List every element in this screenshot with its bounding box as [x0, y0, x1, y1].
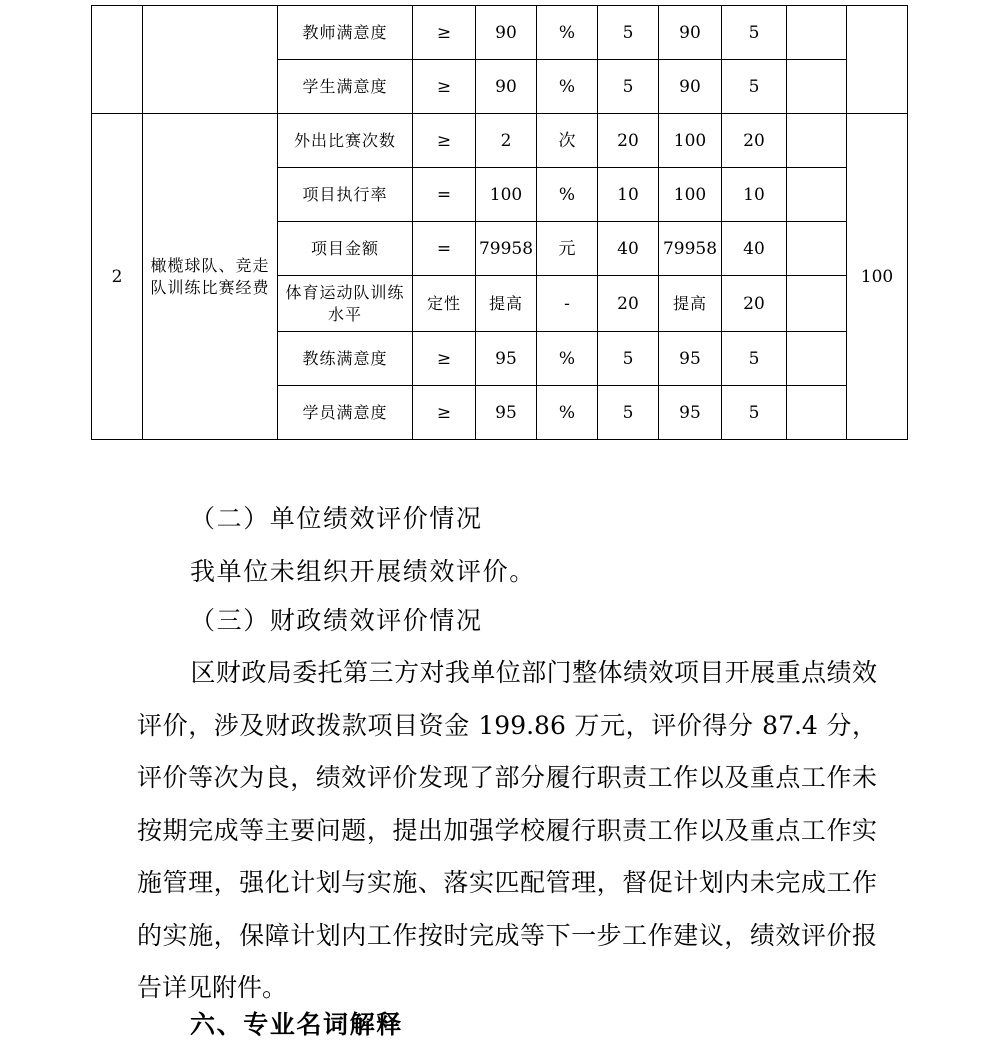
actual-cell: 95 — [659, 386, 722, 440]
actual-cell: 90 — [659, 6, 722, 60]
actual-cell: 提高 — [659, 276, 722, 332]
project-name-cell — [143, 6, 278, 114]
weight-cell: 20 — [598, 276, 659, 332]
indicator-cell: 学员满意度 — [278, 386, 413, 440]
target-cell: 2 — [476, 114, 537, 168]
weight-cell: 10 — [598, 168, 659, 222]
project-name-cell: 橄榄球队、竞走队训练比赛经费 — [143, 114, 278, 440]
section-text-unit-evaluation: 我单位未组织开展绩效评价。 — [190, 557, 536, 586]
target-cell: 95 — [476, 386, 537, 440]
table-row — [92, 6, 908, 60]
weight-cell: 5 — [598, 60, 659, 114]
indicator-cell: 学生满意度 — [278, 60, 413, 114]
weight-cell: 5 — [598, 6, 659, 60]
score-cell: 40 — [722, 222, 787, 276]
operator-cell: = — [413, 168, 476, 222]
indicator-cell: 教师满意度 — [278, 6, 413, 60]
actual-cell: 100 — [659, 114, 722, 168]
operator-cell: ≥ — [413, 60, 476, 114]
section-heading-unit-evaluation: （二）单位绩效评价情况 — [190, 504, 483, 533]
table-row — [92, 114, 908, 168]
seq-cell — [92, 6, 143, 114]
section-heading-finance-evaluation: （三）财政绩效评价情况 — [190, 606, 483, 635]
score-cell: 5 — [722, 6, 787, 60]
target-cell: 95 — [476, 332, 537, 386]
empty-cell — [787, 222, 847, 276]
unit-cell: 次 — [537, 114, 598, 168]
unit-cell: % — [537, 386, 598, 440]
section-text-finance-evaluation — [137, 647, 877, 1015]
indicator-cell: 教练满意度 — [278, 332, 413, 386]
unit-cell: 元 — [537, 222, 598, 276]
operator-cell: = — [413, 222, 476, 276]
actual-cell: 79958 — [659, 222, 722, 276]
unit-cell: % — [537, 6, 598, 60]
target-cell: 90 — [476, 60, 537, 114]
score-cell: 5 — [722, 60, 787, 114]
unit-cell: % — [537, 332, 598, 386]
score-cell: 5 — [722, 386, 787, 440]
seq-cell: 2 — [92, 114, 143, 440]
target-cell: 提高 — [476, 276, 537, 332]
operator-cell: ≥ — [413, 332, 476, 386]
section-heading-terms: 六、专业名词解释 — [190, 1010, 403, 1039]
unit-cell: - — [537, 276, 598, 332]
empty-cell — [787, 276, 847, 332]
operator-cell: 定性 — [413, 276, 476, 332]
empty-cell — [787, 168, 847, 222]
operator-cell: ≥ — [413, 6, 476, 60]
score-cell: 20 — [722, 114, 787, 168]
weight-cell: 5 — [598, 386, 659, 440]
weight-cell: 40 — [598, 222, 659, 276]
unit-cell: % — [537, 60, 598, 114]
empty-cell — [787, 114, 847, 168]
finance-evaluation-paragraph: 区财政局委托第三方对我单位部门整体绩效项目开展重点绩效评价，涉及财政拨款项目资金 199.86 万元，评价得分 87.4 分，评价等次为良，绩效评价发现了部分履行职责工作以及重点工作未按期完成等主要问题，提出加强学校履行职责工作以及重点工作实施管理，强化计划与实施、落实匹配管理，督促计划内未完成工作的实施，保障计划内工作按时完成等下一步工作建议，绩效评价报告详见附件。 — [137, 658, 877, 1002]
target-cell: 79958 — [476, 222, 537, 276]
weight-cell: 5 — [598, 332, 659, 386]
actual-cell: 90 — [659, 60, 722, 114]
empty-cell — [787, 60, 847, 114]
target-cell: 100 — [476, 168, 537, 222]
score-cell: 5 — [722, 332, 787, 386]
indicator-cell: 外出比赛次数 — [278, 114, 413, 168]
total-cell — [847, 6, 908, 114]
actual-cell: 95 — [659, 332, 722, 386]
score-cell: 20 — [722, 276, 787, 332]
empty-cell — [787, 386, 847, 440]
operator-cell: ≥ — [413, 114, 476, 168]
operator-cell: ≥ — [413, 386, 476, 440]
indicator-cell: 项目金额 — [278, 222, 413, 276]
indicator-cell: 体育运动队训练水平 — [278, 276, 413, 332]
target-cell: 90 — [476, 6, 537, 60]
score-cell: 10 — [722, 168, 787, 222]
empty-cell — [787, 6, 847, 60]
performance-table — [91, 5, 908, 440]
empty-cell — [787, 332, 847, 386]
unit-cell: % — [537, 168, 598, 222]
total-cell: 100 — [847, 114, 908, 440]
actual-cell: 100 — [659, 168, 722, 222]
indicator-cell: 项目执行率 — [278, 168, 413, 222]
weight-cell: 20 — [598, 114, 659, 168]
